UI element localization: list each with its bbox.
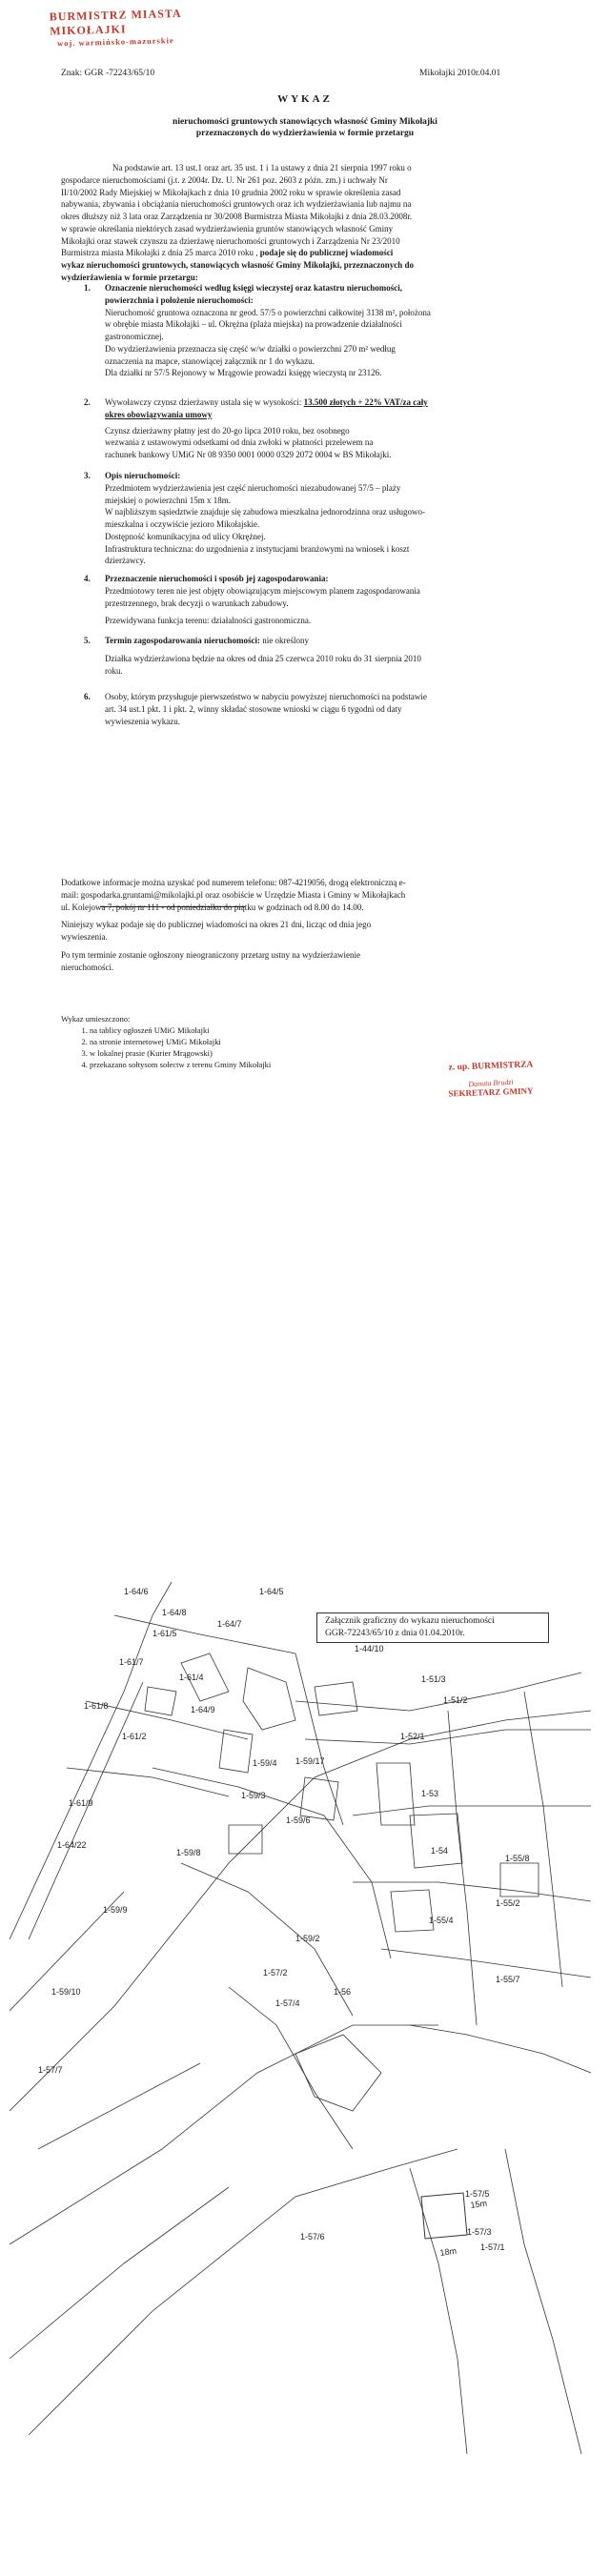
parcel-label: 1-59/8 xyxy=(176,1848,201,1857)
section-line: oznaczenia na mapce, stanowiącej załącznik nr 1 do wykazu. xyxy=(105,355,315,366)
auction-line: Po tym terminie zostanie ogłoszony nieograniczony przetarg ustny na wydzierżawienie xyxy=(61,949,360,960)
parcel-label: 1-59/3 xyxy=(241,1791,266,1800)
parcel-label: 1-59/17 xyxy=(295,1756,325,1766)
section-line: Infrastruktura techniczna: do uzgodnienia z instytucjami branżowymi na wniosek i koszt xyxy=(105,543,410,554)
section-line: dzierżawcy. xyxy=(105,556,146,566)
section-line: Nieruchomość gruntowa oznaczona nr geod. 57/5 o powierzchni całkowitej 3138 m², położona xyxy=(105,307,431,317)
parcel-label: 1-57/2 xyxy=(263,1968,288,1978)
document-title: WYKAZ xyxy=(277,93,333,105)
parcel-label: 1-59/10 xyxy=(51,1987,81,1997)
section-heading: Przeznaczenie nieruchomości i sposób jej zagospodarowania: xyxy=(105,574,329,583)
section-line: miejskiej o powierzchni 15m x 18m. xyxy=(105,495,231,505)
parcel-label: 1-55/2 xyxy=(496,1898,520,1908)
info-line: ul. Kolejowa 7, pokój nr 111 - od poniedziałku do piątku w godzinach od 8.00 do 14.00. xyxy=(61,902,364,912)
parcel-label: 1-57/6 xyxy=(300,2232,325,2241)
stamp-title: BURMISTRZ MIASTA MIKOŁAJKI xyxy=(49,6,182,38)
section-line: roku. xyxy=(105,665,123,676)
section-number: 4. xyxy=(84,574,91,583)
parcel-label: 1-57/5 xyxy=(465,2189,490,2199)
posted-item: 4. przekazano sołtysom sołectw z terenu Gminy Mikołajki xyxy=(90,1060,404,1071)
intro-bold-tail: podaje się do publicznej wiadomości xyxy=(259,248,394,258)
map-buildings xyxy=(145,1653,539,2111)
leased-area-highlight[interactable] xyxy=(421,2193,467,2239)
intro-line: Burmistrza miasta Mikołajki z dnia 25 marca 2010 roku , xyxy=(61,248,258,258)
section-4 xyxy=(84,573,564,627)
parcel-label: 1-61/8 xyxy=(84,1701,109,1711)
parcel-label: 1-64/7 xyxy=(217,1619,242,1629)
section-line: Osoby, którym przysługuje pierwszeństwo w nabyciu powyższej nieruchomości na podstawie xyxy=(105,692,427,701)
signature-stamp xyxy=(410,1062,572,1097)
parcel-label: 1-57/3 xyxy=(467,2227,492,2237)
parcel-label: 1-53 xyxy=(421,1789,439,1798)
section-line: Działka wydzierżawiona będzie na okres od dnia 25 czerwca 2010 roku do 31 sierpnia 2010 xyxy=(105,653,421,663)
parcel-label: 1-51/2 xyxy=(443,1695,468,1705)
parcel-label: 1-59/6 xyxy=(286,1815,311,1825)
annex-line1: Załącznik graficzny do wykazu nieruchomości xyxy=(325,1616,495,1626)
intro-bold-line: wydzierżawienia w formie przetargu: xyxy=(61,272,198,282)
intro-line-mixed xyxy=(61,247,543,259)
posted-heading: Wykaz umieszczono: xyxy=(61,1014,131,1024)
section-number: 3. xyxy=(84,471,91,480)
term-value: nie określony xyxy=(262,636,310,645)
section-heading: powierzchnia i położenie nieruchomości: xyxy=(105,294,254,305)
dimension-label-width: 15m xyxy=(469,2198,488,2210)
parcel-label: 1-64/6 xyxy=(124,1587,149,1596)
section-line: W najbliższym sąsiedztwie znajduje się zabudowa mieszkalna jednorodzinna oraz usługowo- xyxy=(105,507,425,517)
parcel-label: 1-55/4 xyxy=(429,1916,454,1925)
parcel-label: 1-64/22 xyxy=(57,1840,87,1850)
rent-amount: 13.500 złotych + 22% VAT/za cały xyxy=(303,397,428,407)
intro-line: okres dłuższy niż 3 lata oraz Zarządzenia nr 30/2008 Burmistrza Miasta Mikołajki z dnia 28.03.2008r. xyxy=(61,212,413,222)
section-5 xyxy=(84,635,564,677)
intro-line: II/10/2002 Rady Miejskiej w Mikołajkach z dnia 10 grudnia 2002 roku w sprawie określenia zasad xyxy=(61,187,401,197)
section-line: w obrębie miasta Mikołajki – ul. Okrężna (plaża miejska) na prowadzenie działalności xyxy=(105,319,402,330)
document-subtitle: nieruchomości gruntowych stanowiących własność Gminy Mikołajki przeznaczonych do wydzierżawienia w formie przetargu xyxy=(173,117,437,139)
section-heading: Oznaczenie nieruchomości według księgi wieczystej oraz katastru nieruchomości, xyxy=(105,283,402,293)
section-heading: Termin zagospodarowania nieruchomości: xyxy=(105,636,261,645)
intro-line: Mikołajki oraz stawek czynszu za dzierżawę nieruchomości gruntowych i Zarządzenia Nr 23/2010 xyxy=(61,235,400,246)
parcel-label: 1-57/1 xyxy=(480,2242,505,2252)
notice-line: wywieszenia. xyxy=(61,932,108,943)
section-line: Przewidywana funkcja terenu: działalności gastronomiczna. xyxy=(105,616,312,626)
section-line: rachunek bankowy UMiG Nr 08 9350 0001 0000 0329 2072 0004 w BS Mikołajki. xyxy=(105,450,392,460)
section-number: 6. xyxy=(84,692,91,701)
parcel-label: 1-56 xyxy=(334,1987,352,1997)
posted-item: 2. na stronie internetowej UMiG Mikołajki xyxy=(90,1037,404,1048)
annex-caption xyxy=(316,1613,549,1643)
section-line: art. 34 ust.1 pkt. 1 i pkt. 2, winny składać stosowne wnioski w ciągu 6 tygodni od daty xyxy=(105,703,402,714)
section-line: mieszkalna i oczywiście jezioro Mikołajskie. xyxy=(105,519,260,530)
parcel-label: 1-61/4 xyxy=(179,1673,204,1682)
section-number: 2. xyxy=(84,397,91,407)
section-line: gastronomicznej. xyxy=(105,332,164,342)
section-line: Czynsz dzierżawny płatny jest do 20-go lipca 2010 roku, bez osobnego xyxy=(105,425,350,436)
parcel-label: 1-57/4 xyxy=(275,1998,300,2008)
intro-bold-line: wykaz nieruchomości gruntowych, stanowiących własność Gminy Mikołajki, przeznaczonych do xyxy=(61,260,414,271)
parcel-label: 1-64/9 xyxy=(191,1705,215,1714)
parcel-label: 1-61/7 xyxy=(119,1657,144,1667)
parcel-label: 1-61/5 xyxy=(152,1629,177,1638)
reference-number: Znak: GGR -72243/65/10 xyxy=(61,69,155,78)
section-number: 5. xyxy=(84,636,91,645)
signature-line: z. up. BURMISTRZA xyxy=(448,1060,534,1073)
parcel-label: 1-64/8 xyxy=(162,1608,187,1617)
section-line: przestrzennego, brak decyzji o warunkach zabudowy. xyxy=(105,598,289,608)
parcel-labels xyxy=(38,1587,530,2252)
section-3 xyxy=(84,470,564,567)
legal-basis-paragraph xyxy=(61,162,543,284)
notice-line: Niniejszy wykaz podaje się do publicznej wiadomości na okres 21 dni, licząc od dnia jego xyxy=(61,920,372,930)
info-line: mail: gospodarka.gruntami@mikolajki.pl oraz osobiście w Urzędzie Miasta i Gminy w Mikołajkach xyxy=(61,889,406,900)
place-and-date: Mikołajki 2010r.04.01 xyxy=(419,69,501,78)
auction-line: nieruchomości. xyxy=(61,962,114,972)
section-line: Do wydzierżawienia przeznacza się część w/w działki o powierzchni 270 m² według xyxy=(105,343,396,354)
parcel-label: 1-64/5 xyxy=(259,1587,284,1596)
intro-line: nabywania, zbywania i obciążania nieruchomości gruntowych oraz ich wydzierżawiania lub najmu na xyxy=(61,199,412,210)
parcel-label: 1-61/2 xyxy=(122,1732,147,1741)
parcel-label: 1-51/3 xyxy=(421,1674,446,1684)
contact-info-paragraph xyxy=(61,877,547,973)
section-line: wywieszenia wykazu. xyxy=(105,716,180,726)
section-heading: Opis nieruchomości: xyxy=(105,471,181,480)
section-line: Przedmiotowy teren nie jest objęty obowiązującym miejscowym planem zagospodarowania xyxy=(105,585,420,596)
signature-title: SEKRETARZ GMINY xyxy=(448,1085,534,1099)
info-line: Dodatkowe informacje można uzyskać pod numerem telefonu: 087-4219056, drogą elektroniczną e- xyxy=(61,878,406,887)
rent-amount-cont: okres obowiązywania umowy xyxy=(105,409,213,419)
section-heading-row xyxy=(105,635,564,647)
posted-item: 3. w lokalnej prasie (Kurier Mrągowski) xyxy=(90,1048,404,1060)
map-svg xyxy=(10,1577,600,2483)
posted-list xyxy=(61,1014,404,1070)
parcel-label: 1-55/7 xyxy=(496,1975,520,1984)
section-6 xyxy=(84,691,564,727)
email-underline-marker xyxy=(100,906,245,907)
stamp-region: woj. warmińsko-mazurskie xyxy=(56,35,174,49)
parcel-label: 1-59/2 xyxy=(295,1934,320,1943)
posted-item: 1. na tablicy ogłoszeń UMiG Mikołajki xyxy=(90,1025,404,1037)
parcel-label: 1-55/8 xyxy=(505,1854,530,1863)
parcel-label: 1-59/9 xyxy=(103,1905,128,1915)
signature-name: Danuta Brudzi xyxy=(468,1077,514,1089)
section-number: 1. xyxy=(84,283,91,293)
section-line: wezwania z ustawowymi odsetkami od dnia zwłoki w płatności przelewem na xyxy=(105,437,374,448)
map-linework xyxy=(10,1582,591,2454)
parcel-label: 1-52/1 xyxy=(400,1732,425,1741)
parcel-label: 1-59/4 xyxy=(253,1758,277,1768)
rent-line xyxy=(105,396,564,409)
parcel-label: 1-54 xyxy=(431,1846,449,1856)
posted-ol xyxy=(61,1025,404,1071)
rent-label: Wywoławczy czynsz dzierżawny ustala się w wysokości: xyxy=(105,397,302,407)
section-1 xyxy=(84,282,564,379)
intro-line: Na podstawie art. 13 ust.1 oraz art. 35 ust. 1 i 1a ustawy z dnia 21 sierpnia 1997 roku o xyxy=(112,163,412,172)
annex-line2: GGR-72243/65/10 z dnia 01.04.2010r. xyxy=(325,1628,465,1638)
cadastral-map xyxy=(10,1577,600,2483)
section-line: Dostępność komunikacyjna od ulicy Okrężnej. xyxy=(105,531,266,541)
section-2 xyxy=(84,396,564,461)
parcel-label: 1-61/9 xyxy=(69,1798,93,1808)
dimension-label-depth: 18m xyxy=(438,2245,458,2258)
intro-line: w sprawie określania niektórych zasad wydzierżawienia gruntów stanowiących własność Gminy xyxy=(61,223,394,233)
mayor-stamp xyxy=(49,6,231,49)
section-line: Dla działki nr 57/5 Rejonowy w Mrągowie prowadzi księgę wieczystą nr 23126. xyxy=(105,368,382,378)
intro-line: gospodarce nieruchomościami (j.t. z 2004r. Dz. U. Nr 261 poz. 2603 z późn. zm.) i uchwały Nr xyxy=(61,174,388,185)
parcel-label: 1-44/10 xyxy=(355,1644,384,1653)
parcel-label: 1-57/7 xyxy=(38,2065,63,2075)
section-line: Przedmiotem wydzierżawienia jest część nieruchomości niezabudowanej 57/5 – plaży xyxy=(105,482,401,493)
